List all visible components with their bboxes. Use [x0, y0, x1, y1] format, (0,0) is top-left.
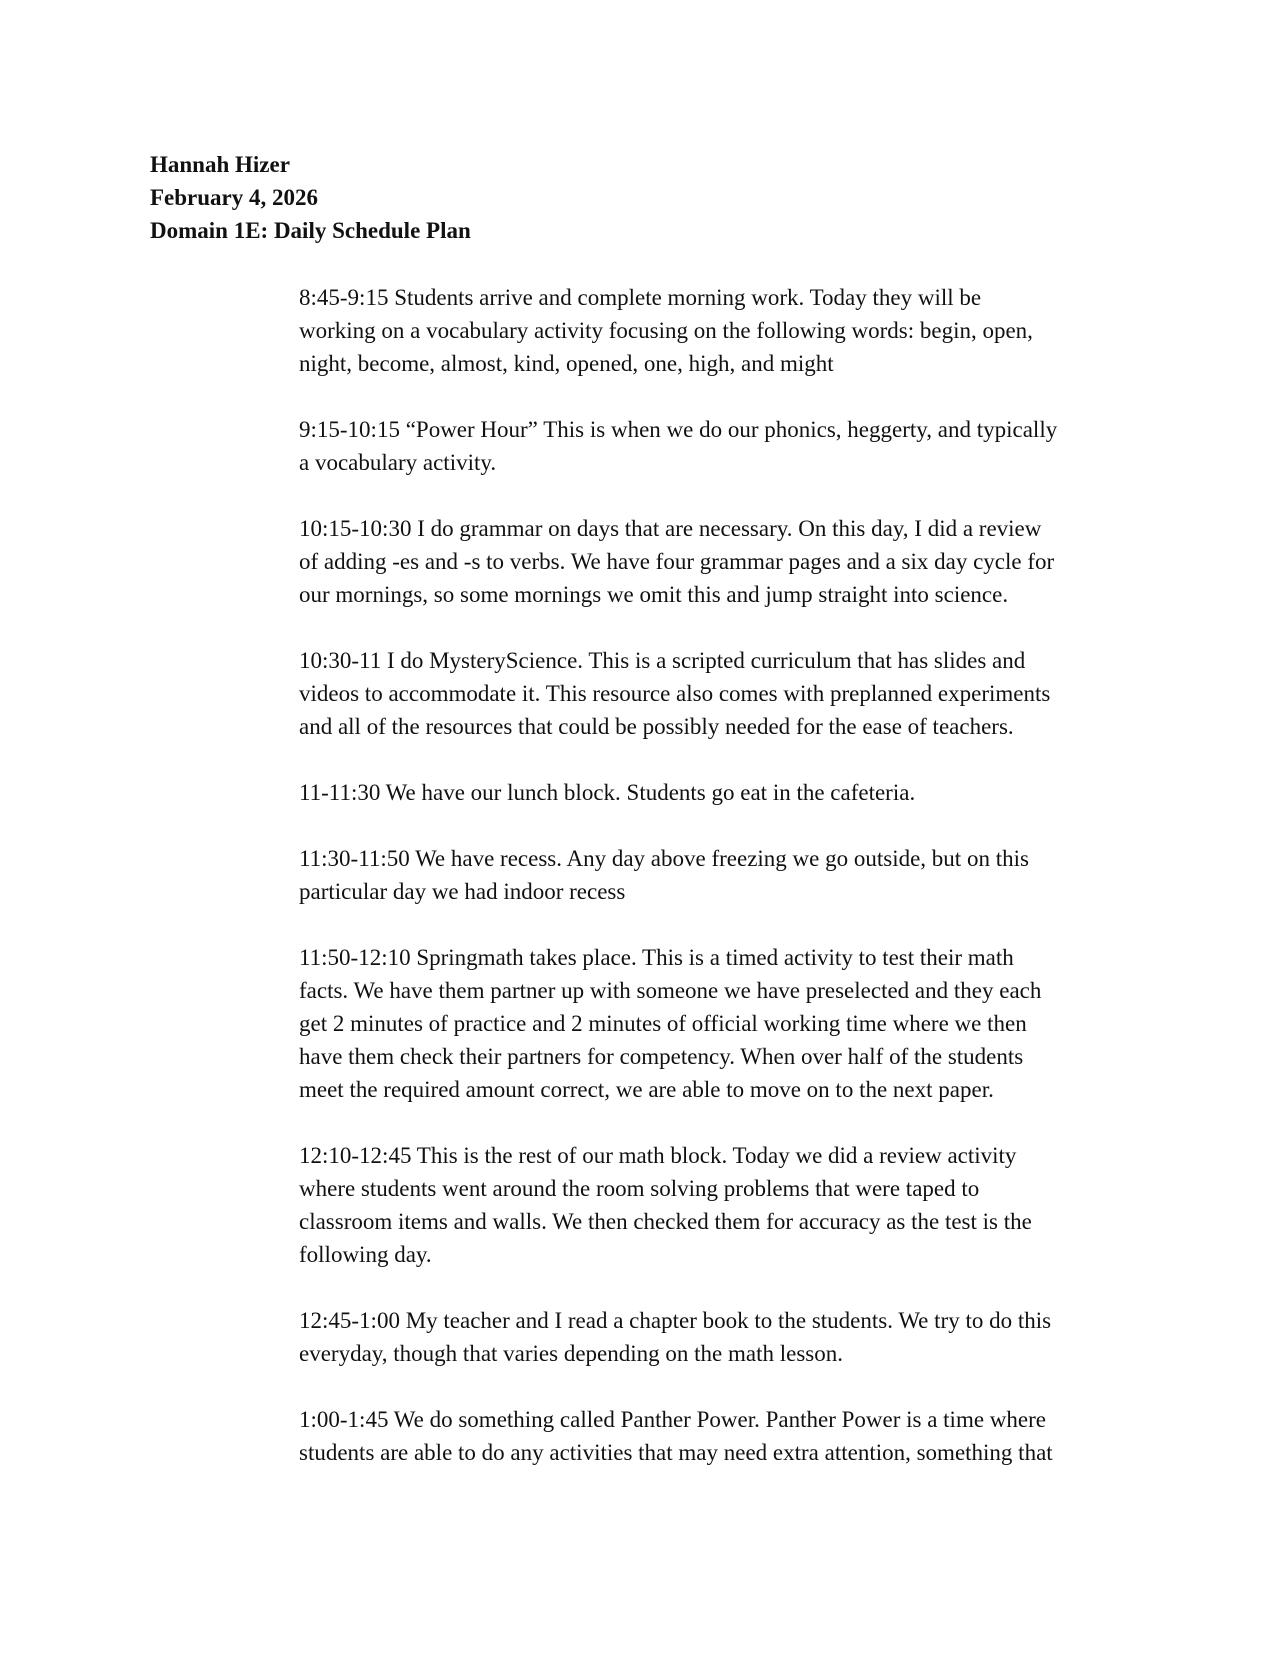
schedule-entry-line: night, become, almost, kind, opened, one, high, and might [299, 351, 834, 376]
schedule-entry [299, 281, 1139, 380]
schedule-entry-line: 11:50-12:10 Springmath takes place. This is a timed activity to test their math [299, 945, 1014, 970]
schedule-entry-line: have them check their partners for competency. When over half of the students [299, 1044, 1024, 1069]
schedule-entry-line: 8:45-9:15 Students arrive and complete morning work. Today they will be [299, 285, 982, 310]
schedule-entry [299, 512, 1139, 611]
schedule-entry-line: 11-11:30 We have our lunch block. Students go eat in the cafeteria. [299, 780, 916, 805]
schedule-entry-line: videos to accommodate it. This resource also comes with preplanned experiments [299, 681, 1051, 706]
schedule-entry-line: 1:00-1:45 We do something called Panther Power. Panther Power is a time where [299, 1407, 1046, 1432]
schedule-entry [299, 644, 1139, 743]
schedule-entry [299, 1304, 1139, 1370]
author-name: Hannah Hizer [150, 152, 290, 177]
schedule-entry-line: our mornings, so some mornings we omit this and jump straight into science. [299, 582, 1009, 607]
schedule-entry-line: where students went around the room solving problems that were taped to [299, 1176, 980, 1201]
schedule-entry-line: 9:15-10:15 “Power Hour” This is when we do our phonics, heggerty, and typically [299, 417, 1058, 442]
document-date: February 4, 2026 [150, 185, 319, 210]
schedule-entry-line: a vocabulary activity. [299, 450, 497, 475]
schedule-entry-line: 10:15-10:30 I do grammar on days that are necessary. On this day, I did a review [299, 516, 1042, 541]
schedule-entry-line: 11:30-11:50 We have recess. Any day above freezing we go outside, but on this [299, 846, 1029, 871]
schedule-entry [299, 941, 1139, 1106]
schedule-entry-line: everyday, though that varies depending on the math lesson. [299, 1341, 843, 1366]
document-header [150, 148, 471, 247]
schedule-entry-line: following day. [299, 1242, 432, 1267]
schedule-entry-line: of adding -es and -s to verbs. We have four grammar pages and a six day cycle for [299, 549, 1055, 574]
schedule-body [299, 281, 1139, 1502]
schedule-entry-line: classroom items and walls. We then checked them for accuracy as the test is the [299, 1209, 1032, 1234]
schedule-entry [299, 776, 1139, 809]
schedule-entry-line: particular day we had indoor recess [299, 879, 626, 904]
schedule-entry [299, 842, 1139, 908]
schedule-entry-line: meet the required amount correct, we are able to move on to the next paper. [299, 1077, 994, 1102]
schedule-entry [299, 1139, 1139, 1271]
schedule-entry-line: 12:10-12:45 This is the rest of our math block. Today we did a review activity [299, 1143, 1017, 1168]
document-title: Domain 1E: Daily Schedule Plan [150, 218, 471, 243]
schedule-entry-line: 12:45-1:00 My teacher and I read a chapter book to the students. We try to do this [299, 1308, 1052, 1333]
schedule-entry-line: get 2 minutes of practice and 2 minutes of official working time where we then [299, 1011, 1027, 1036]
schedule-entry [299, 1403, 1139, 1469]
schedule-entry-line: working on a vocabulary activity focusing on the following words: begin, open, [299, 318, 1033, 343]
schedule-entry-line: students are able to do any activities that may need extra attention, something that [299, 1440, 1053, 1465]
schedule-entry-line: 10:30-11 I do MysteryScience. This is a scripted curriculum that has slides and [299, 648, 1026, 673]
schedule-entry-line: and all of the resources that could be possibly needed for the ease of teachers. [299, 714, 1014, 739]
schedule-entry [299, 413, 1139, 479]
schedule-entry-line: facts. We have them partner up with someone we have preselected and they each [299, 978, 1042, 1003]
